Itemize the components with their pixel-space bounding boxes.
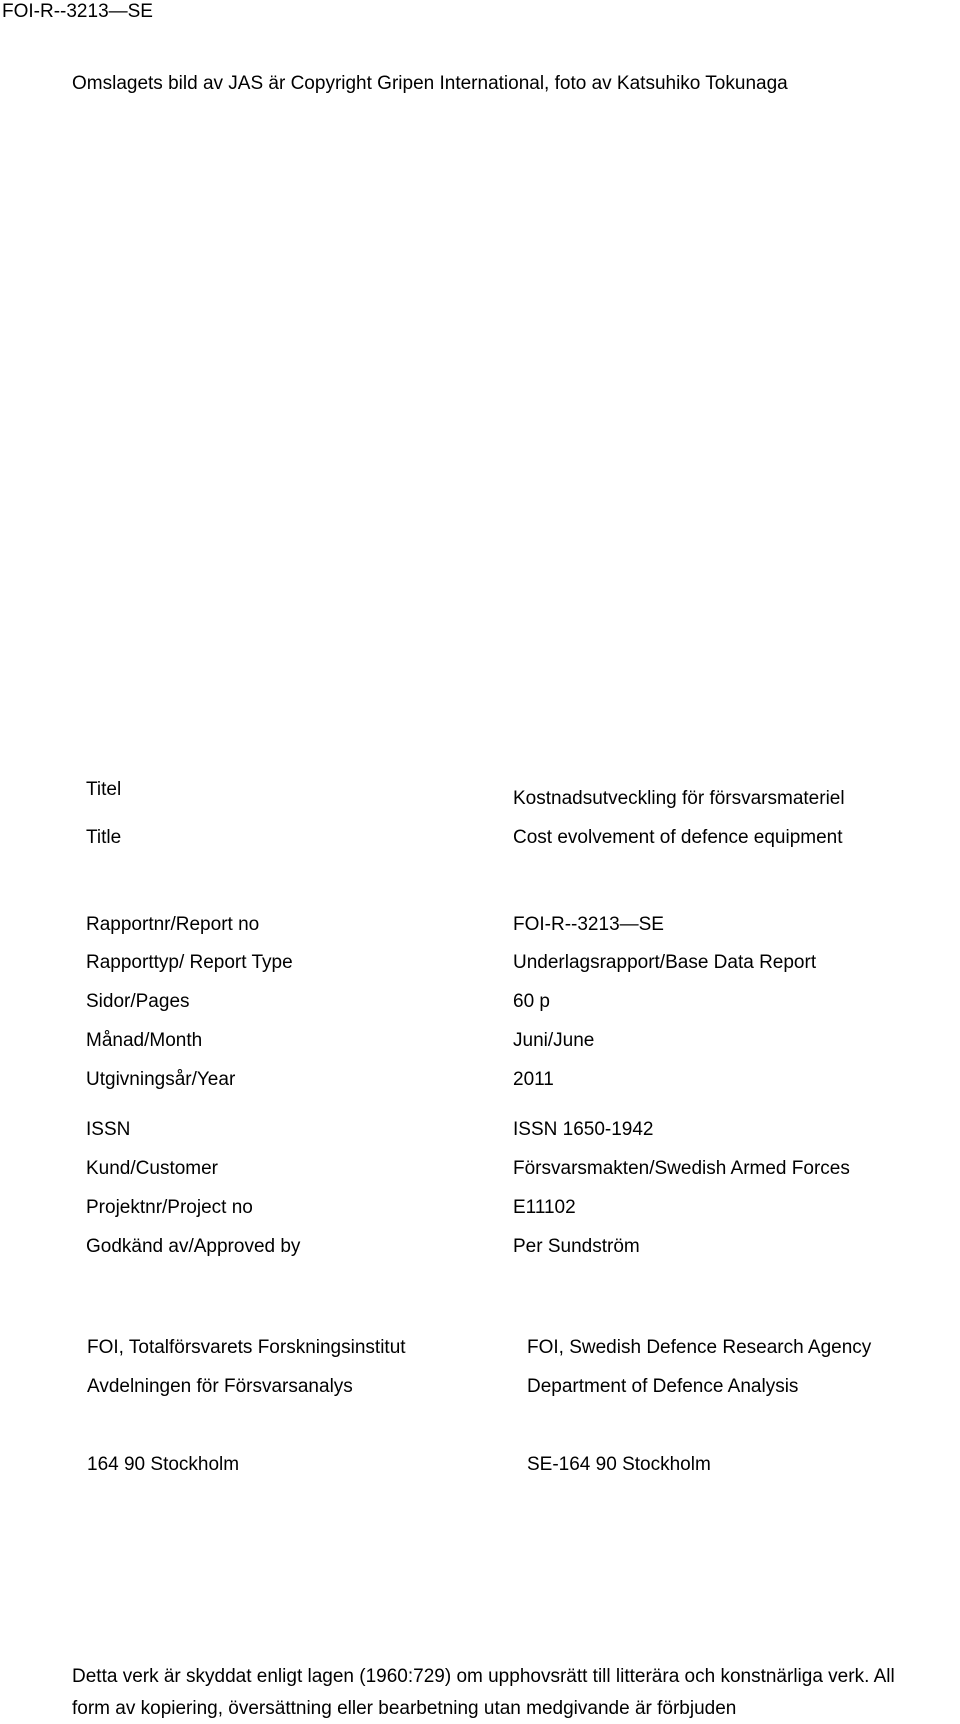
metadata-value-approved-by: Per Sundström xyxy=(513,1236,640,1257)
org-department-sv: Avdelningen för Försvarsanalys xyxy=(87,1376,353,1397)
org-name-sv: FOI, Totalförsvarets Forskningsinstitut xyxy=(87,1337,406,1358)
metadata-label-project-no: Projektnr/Project no xyxy=(86,1197,253,1218)
metadata-value-month: Juni/June xyxy=(513,1030,595,1051)
metadata-label-issn: ISSN xyxy=(86,1119,131,1140)
cover-image-credit: Omslagets bild av JAS är Copyright Gripen International, foto av Katsuhiko Tokunaga xyxy=(72,73,788,94)
metadata-value-year: 2011 xyxy=(513,1069,554,1090)
metadata-label-year: Utgivningsår/Year xyxy=(86,1069,236,1090)
metadata-label-report-no: Rapportnr/Report no xyxy=(86,914,260,935)
title-value-sv: Kostnadsutveckling för försvarsmateriel xyxy=(513,788,845,809)
metadata-value-issn: ISSN 1650-1942 xyxy=(513,1119,654,1140)
title-label-sv: Titel xyxy=(86,779,122,800)
metadata-label-report-type: Rapporttyp/ Report Type xyxy=(86,952,293,973)
metadata-value-report-type: Underlagsrapport/Base Data Report xyxy=(513,952,817,973)
org-name-en: FOI, Swedish Defence Research Agency xyxy=(527,1337,872,1358)
copyright-notice-line-1: Detta verk är skyddat enligt lagen (1960:729) om upphovsrätt till litterära och konstnärliga verk. All xyxy=(72,1666,895,1687)
metadata-label-approved-by: Godkänd av/Approved by xyxy=(86,1236,301,1257)
title-value-en: Cost evolvement of defence equipment xyxy=(513,827,843,848)
metadata-label-customer: Kund/Customer xyxy=(86,1158,219,1179)
metadata-label-pages: Sidor/Pages xyxy=(86,991,190,1012)
org-address-en: SE-164 90 Stockholm xyxy=(527,1454,711,1475)
copyright-notice-line-2: form av kopiering, översättning eller bearbetning utan medgivande är förbjuden xyxy=(72,1698,737,1719)
metadata-value-project-no: E11102 xyxy=(513,1197,576,1218)
metadata-value-report-no: FOI-R--3213—SE xyxy=(513,914,664,935)
title-label-en: Title xyxy=(86,827,122,848)
metadata-label-month: Månad/Month xyxy=(86,1030,203,1051)
org-department-en: Department of Defence Analysis xyxy=(527,1376,799,1397)
metadata-value-customer: Försvarsmakten/Swedish Armed Forces xyxy=(513,1158,850,1179)
report-reference-header: FOI-R--3213—SE xyxy=(2,1,153,22)
org-address-sv: 164 90 Stockholm xyxy=(87,1454,240,1475)
metadata-value-pages: 60 p xyxy=(513,991,550,1012)
